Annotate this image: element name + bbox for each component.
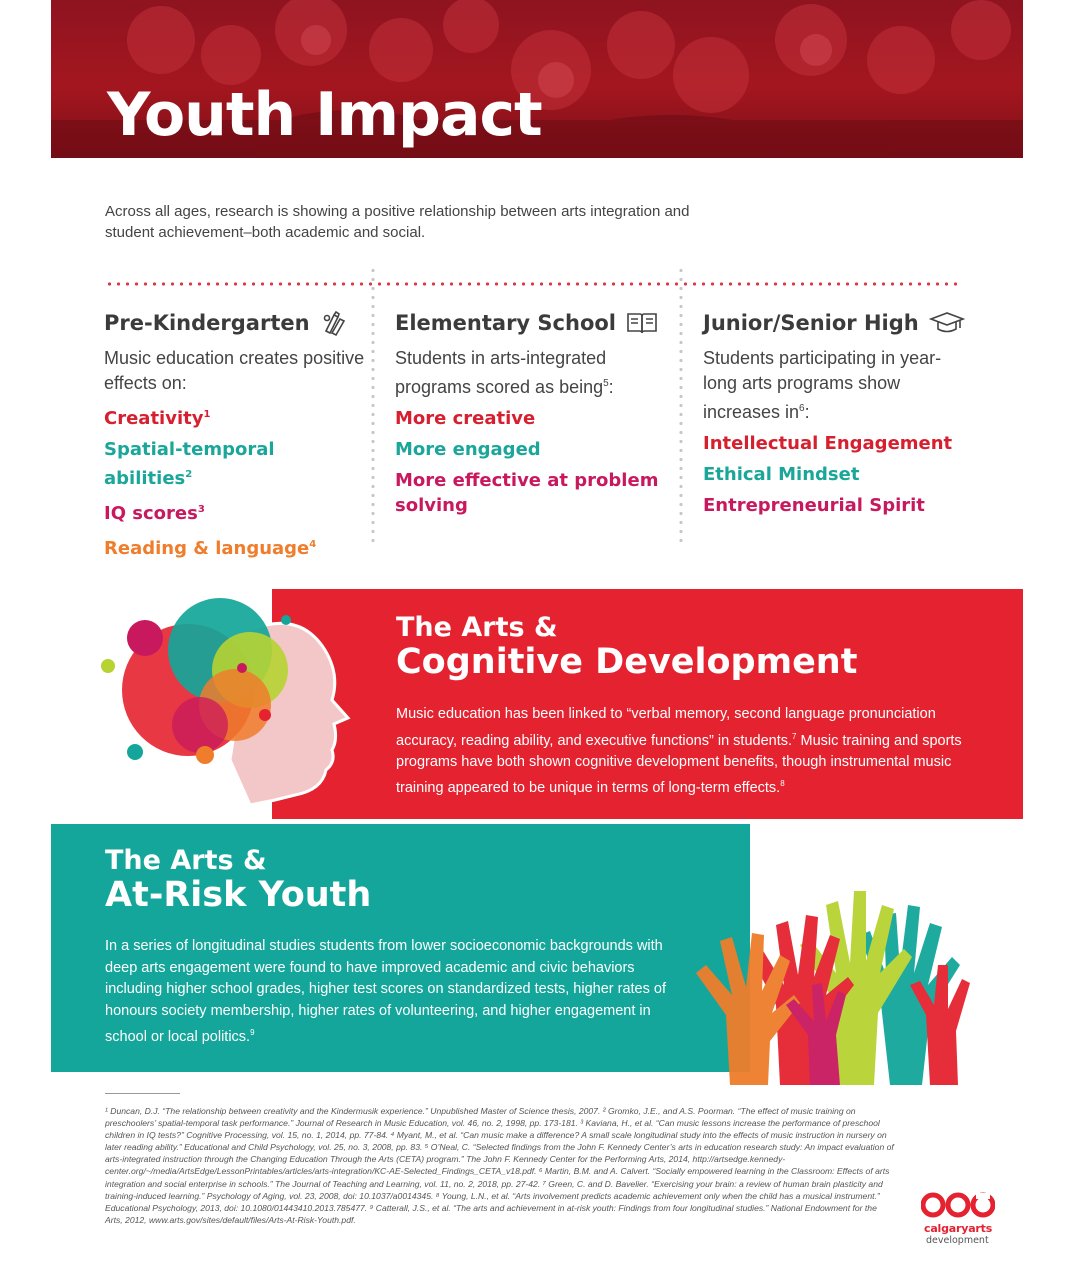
column-description: Music education creates positive effects on:	[104, 348, 365, 393]
stat-item: More creative	[395, 408, 536, 429]
column-title: Elementary School	[395, 311, 617, 335]
column-title: Junior/Senior High	[703, 311, 919, 335]
at-risk-heading: At-Risk Youth	[105, 875, 372, 915]
hero-banner	[51, 0, 1023, 158]
pencil-crayon-icon	[320, 309, 348, 337]
stat-item: More engaged	[395, 439, 541, 460]
stat-item: Intellectual Engagement	[703, 433, 953, 454]
stat-item: Entrepreneurial Spirit	[703, 495, 925, 516]
column-divider	[371, 266, 375, 546]
at-risk-body: In a series of longitudinal studies students from lower socioeconomic backgrounds with deep arts engagement were found to have improved academic and civic behaviors including higher school grades, higher test scores on standardized tests, higher rates of honours society membership, higher rates of volunteering, and higher engagement in school or local politics.$^9$	[105, 938, 666, 1045]
logo-text: calgaryarts	[924, 1222, 993, 1235]
raised-hands-illustration	[690, 845, 980, 1085]
stat-item: Ethical Mindset	[703, 464, 860, 485]
stat-item: Spatial-temporal abilities$^2$	[104, 439, 275, 489]
cognitive-heading-small: The Arts &	[396, 612, 558, 643]
calgary-arts-development-logo	[921, 1190, 1001, 1250]
graduation-cap-icon	[929, 310, 965, 336]
column-junior-senior-high	[703, 308, 973, 518]
footnotes: ¹ Duncan, D.J. “The relationship between creativity and the Kindermusik experience.” Unpublished Master of Science thesis, 2007. ² Gromko, J.E., and A.S. Poorman. “The effect of music training on preschoolers’ spatial-temporal task performance.” Journal of Research in Music Education, vol. 46, no. 2, 1998, pp. 173-181. ³ Kaviana, H., et al. “Can music lessons increase the performance of preschool children in IQ tests?” Cognitive Processing, vol. 15, no. 1, 2014, pp. 77-84. ⁴ Myant, M., et al. “Can music make a difference? A small scale longitudinal study into the effects of music instruction in nursery on later reading ability.” Educational and Child Psychology, vol. 25, no. 3, 2008, pp. 83. ⁵ O’Neal, C. “Selected findings from the John F. Kennedy Center’s arts in education research study: An impact evaluation of arts-integrated instruction through the Changing Education Through the Arts (CETA) program.” The John F. Kennedy Center for the Performing Arts, 2014, http://artsedge.kennedy-center.org/~/media/ArtsEdge/LessonPrintables/articles/arts-integration/KC-AE-Selected_Findings_CETA_v18.pdf. ⁶ Martin, B.M. and A. Calvert. “Socially empowered learning in the Classroom: Effects of arts integration and social enterprise in schools.” The Journal of Teaching and Learning, vol. 11, no. 2, 2018, pp. 27-42. ⁷ Green, C. and D. Bavelier. “Exercising your brain: a review of human brain plasticity and training-induced learning.” Psychology of Aging, vol. 23, 2008, doi: 10.1037/a0014345. ⁸ Young, L.N., et al. “Arts involvement predicts academic achievement only when the child has a musical instrument.” Educational Psychology, 2013, doi: 10.1080/01443410.2013.785477. ⁹ Catterall, J.S., et al. “The arts and achievement in at-risk youth: Findings from four longitudinal studies.” National Endowment for the Arts, 2012, www.arts.gov/sites/default/files/Arts-At-Risk-Youth.pdf.	[105, 1106, 894, 1225]
dotted-divider	[105, 282, 960, 286]
column-title: Pre-Kindergarten	[104, 311, 310, 335]
stat-item: More effective at problem solving	[395, 470, 659, 516]
at-risk-heading-small: The Arts &	[105, 845, 267, 876]
column-description: Students participating in year-long arts programs show increases $in^6$:	[703, 348, 942, 422]
cognitive-body: Music education has been linked to “verbal memory, second language pronunciation accuracy, reading ability, and executive functions” in students.$^7$ Music training and sports programs have both shown cognitive development benefits, though instrumental music training appeared to be unique in terms of long-term effects.$^8$	[396, 706, 962, 797]
column-pre-kindergarten	[104, 308, 366, 561]
logo-subtext: development	[926, 1235, 989, 1246]
head-circles-illustration	[100, 590, 360, 810]
intro-text: Across all ages, research is showing a positive relationship between arts integration and student achievement–both academic and social.	[105, 203, 690, 241]
column-elementary-school	[395, 308, 665, 518]
column-divider	[679, 266, 683, 546]
footnote-rule	[105, 1093, 180, 1094]
page-title: Youth Impact	[107, 80, 542, 150]
open-book-icon	[626, 310, 658, 336]
stat-item: Creativity$^1$	[104, 408, 211, 429]
column-description: Students in arts-integrated programs scored as being$^5$:	[395, 348, 614, 397]
logo-mark-icon	[921, 1190, 995, 1220]
stat-item: Reading & language$^4$	[104, 538, 317, 559]
cognitive-heading: Cognitive Development	[396, 642, 858, 682]
stat-item: IQ scores$^3$	[104, 503, 205, 524]
